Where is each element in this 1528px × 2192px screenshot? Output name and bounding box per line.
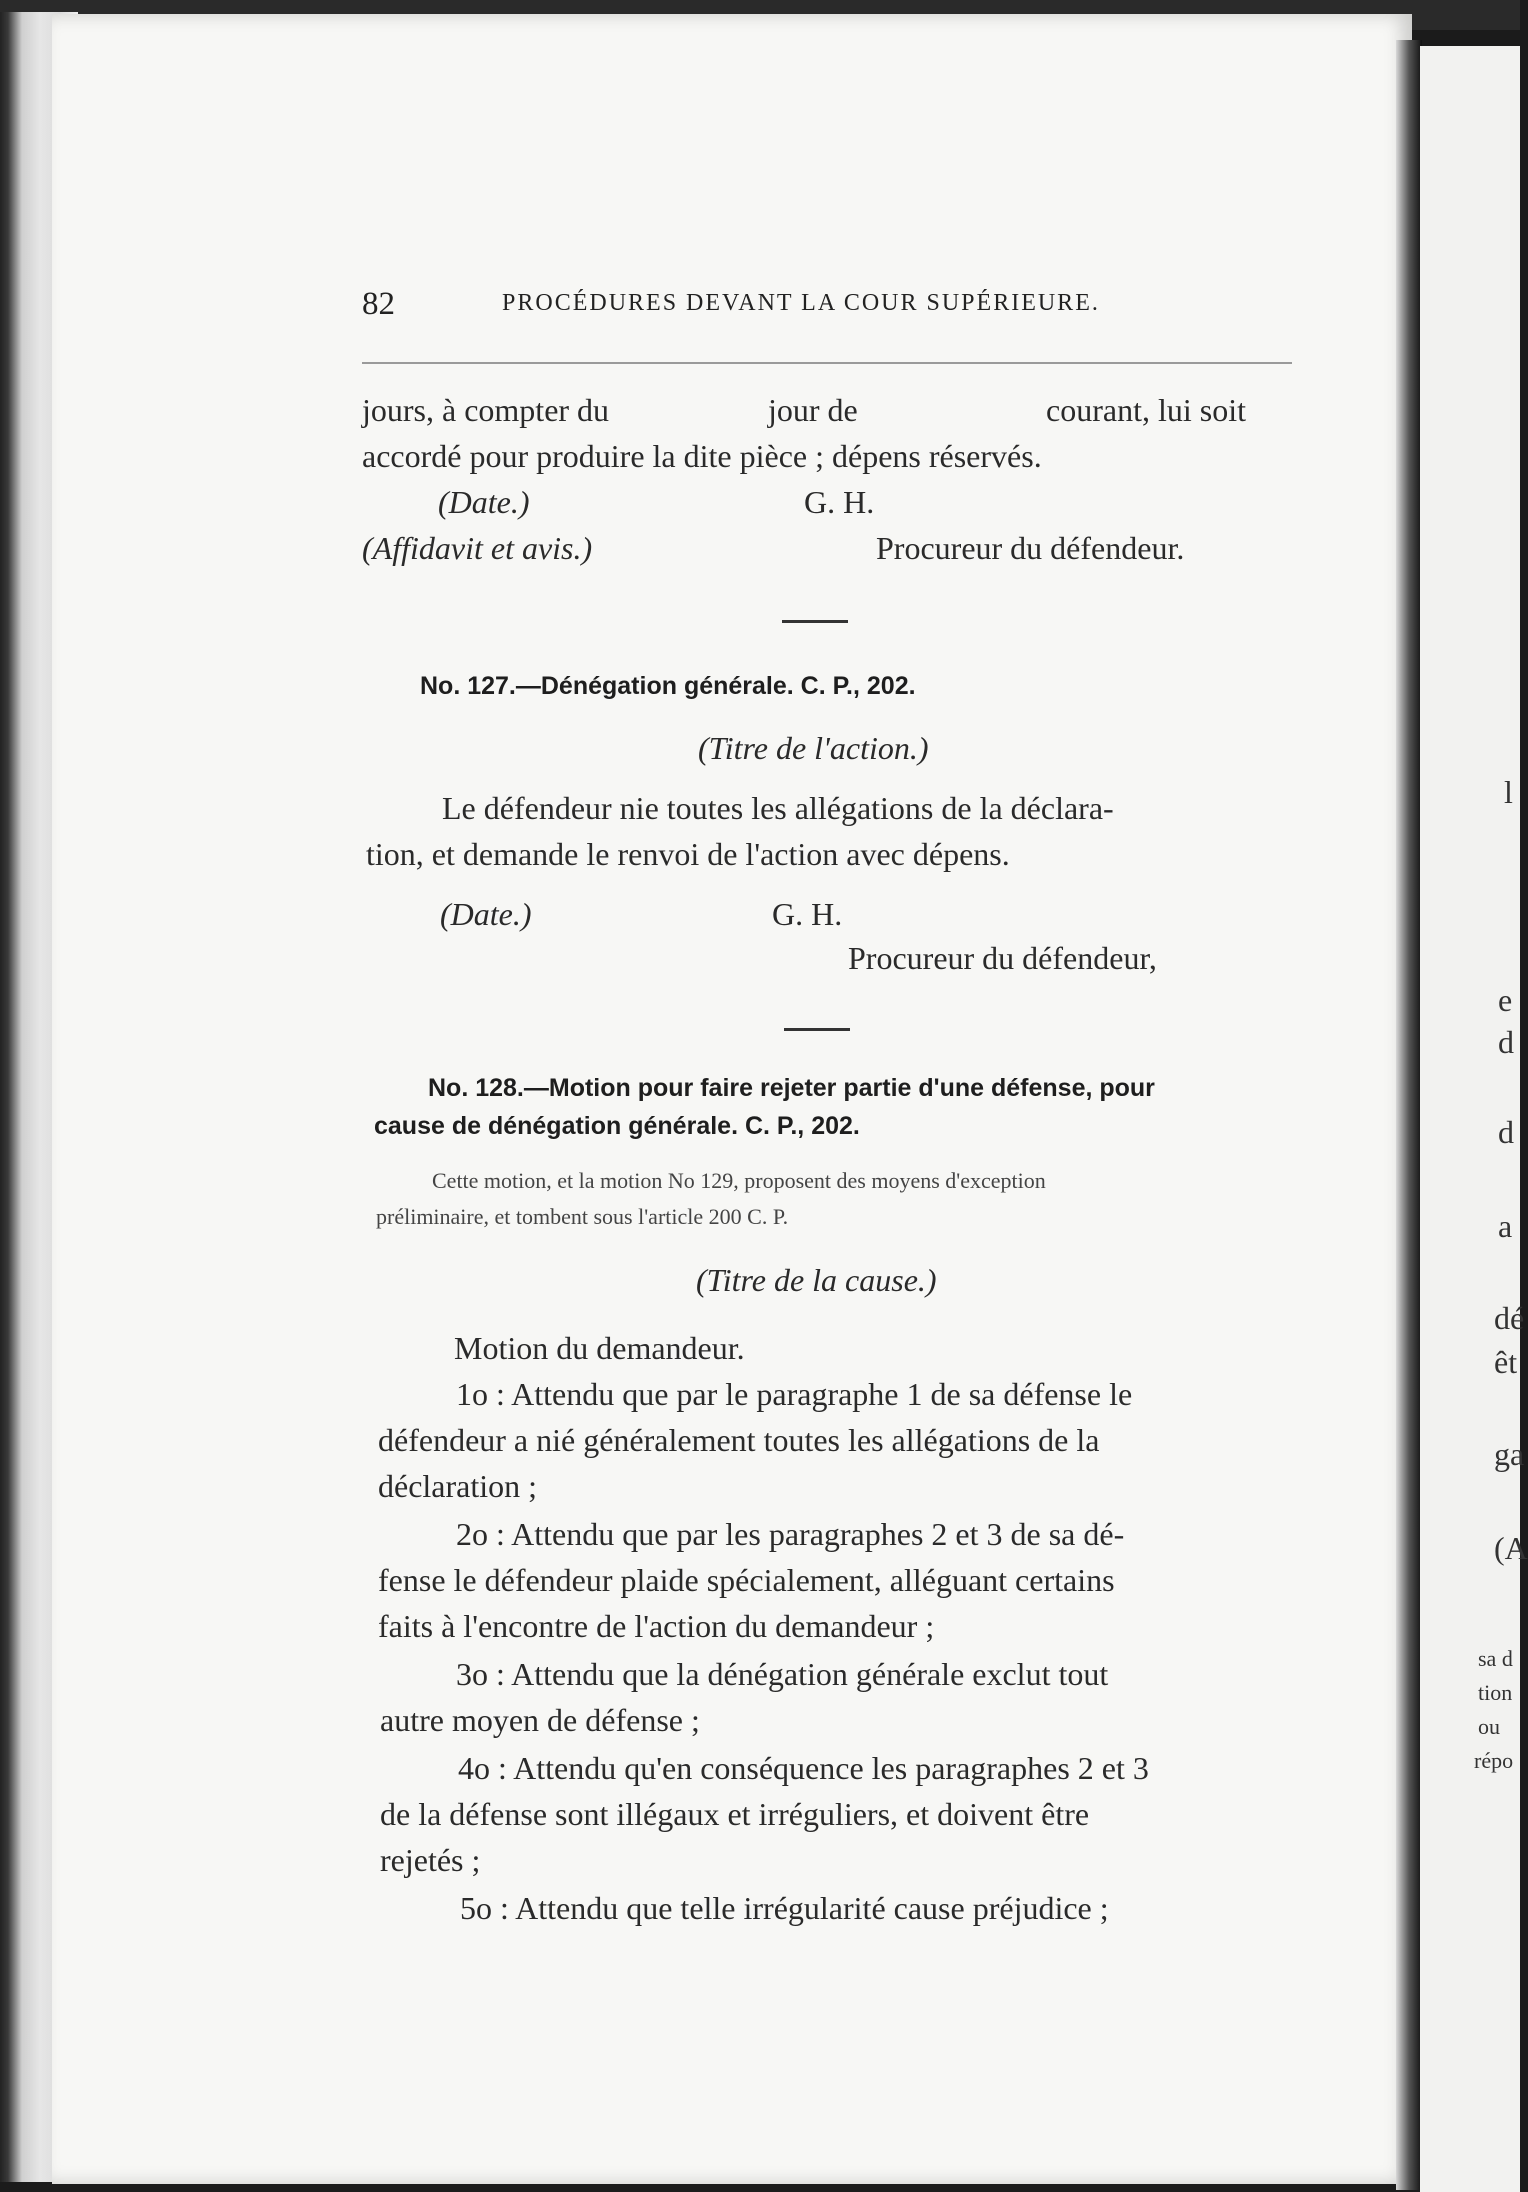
facing-fragment: ga	[1494, 1436, 1525, 1472]
paragraph-line: 2o : Attendu que par les paragraphes 2 et 3 de sa dé-	[456, 1516, 1125, 1552]
paragraph-line: déclaration ;	[378, 1468, 538, 1504]
form-heading: cause de dénégation générale. C. P., 202.	[374, 1112, 860, 1140]
body-line: tion, et demande le renvoi de l'action avec dépens.	[366, 836, 1010, 872]
paragraph-line: 3o : Attendu que la dénégation générale exclut tout	[456, 1656, 1109, 1692]
motion-intro: Motion du demandeur.	[454, 1330, 745, 1366]
procureur-signature: Procureur du défendeur,	[848, 940, 1157, 976]
paragraph-line: 1o : Attendu que par le paragraphe 1 de sa défense le	[456, 1376, 1133, 1412]
page-number: 82	[362, 286, 395, 322]
continuation-line: accordé pour produire la dite pièce ; dépens réservés.	[362, 438, 1042, 474]
paragraph-line: rejetés ;	[380, 1842, 481, 1878]
continuation-line: jours, à compter du	[362, 392, 610, 428]
body-line: Le défendeur nie toutes les allégations de la déclara-	[442, 790, 1114, 826]
continuation-line: jour de	[768, 392, 858, 428]
form-title: (Titre de la cause.)	[696, 1262, 937, 1298]
facing-fragment: a	[1498, 1208, 1513, 1244]
date-label: (Date.)	[438, 484, 530, 520]
facing-fragment: e	[1498, 982, 1513, 1018]
running-head: PROCÉDURES DEVANT LA COUR SUPÉRIEURE.	[502, 290, 1100, 316]
form-heading: No. 127.—Dénégation générale. C. P., 202.	[420, 672, 916, 700]
facing-fragment: ou	[1478, 1714, 1500, 1739]
facing-fragment: êt	[1494, 1344, 1518, 1380]
paragraph-line: de la défense sont illégaux et irréguliers, et doivent être	[380, 1796, 1090, 1832]
facing-fragment: répo	[1474, 1748, 1514, 1773]
signature: G. H.	[804, 484, 875, 520]
section-separator	[784, 1028, 850, 1031]
page-header	[362, 286, 1292, 326]
form-note: préliminaire, et tombent sous l'article 200 C. P.	[376, 1204, 789, 1229]
form-note: Cette motion, et la motion No 129, proposent des moyens d'exception	[432, 1168, 1046, 1193]
form-heading: No. 128.—Motion pour faire rejeter partie d'une défense, pour	[428, 1074, 1155, 1102]
continuation-line: courant, lui soit	[1046, 392, 1246, 428]
paragraph-line: faits à l'encontre de l'action du demandeur ;	[378, 1608, 935, 1644]
paragraph-line: autre moyen de défense ;	[380, 1702, 700, 1738]
paragraph-line: fense le défendeur plaide spécialement, alléguant certains	[378, 1562, 1115, 1598]
book-gutter	[1396, 40, 1422, 2190]
procureur-signature: Procureur du défendeur.	[876, 530, 1185, 566]
facing-fragment: tion	[1478, 1680, 1513, 1705]
facing-fragment: d	[1498, 1024, 1514, 1060]
date-label: (Date.)	[440, 896, 532, 932]
affidavit-note: (Affidavit et avis.)	[362, 530, 593, 566]
facing-fragment: l	[1504, 774, 1513, 810]
section-separator	[782, 620, 848, 623]
form-title: (Titre de l'action.)	[698, 730, 929, 766]
signature: G. H.	[772, 896, 843, 932]
facing-fragment: sa d	[1478, 1646, 1513, 1671]
facing-fragment: (A	[1494, 1530, 1528, 1566]
header-rule	[362, 362, 1292, 364]
paragraph-line: défendeur a nié généralement toutes les allégations de la	[378, 1422, 1100, 1458]
facing-fragment: d	[1498, 1114, 1514, 1150]
facing-page-edge	[1420, 46, 1528, 2192]
paragraph-line: 4o : Attendu qu'en conséquence les paragraphes 2 et 3	[458, 1750, 1149, 1786]
facing-fragment: dé	[1494, 1300, 1525, 1336]
paragraph-line: 5o : Attendu que telle irrégularité cause préjudice ;	[460, 1890, 1109, 1926]
